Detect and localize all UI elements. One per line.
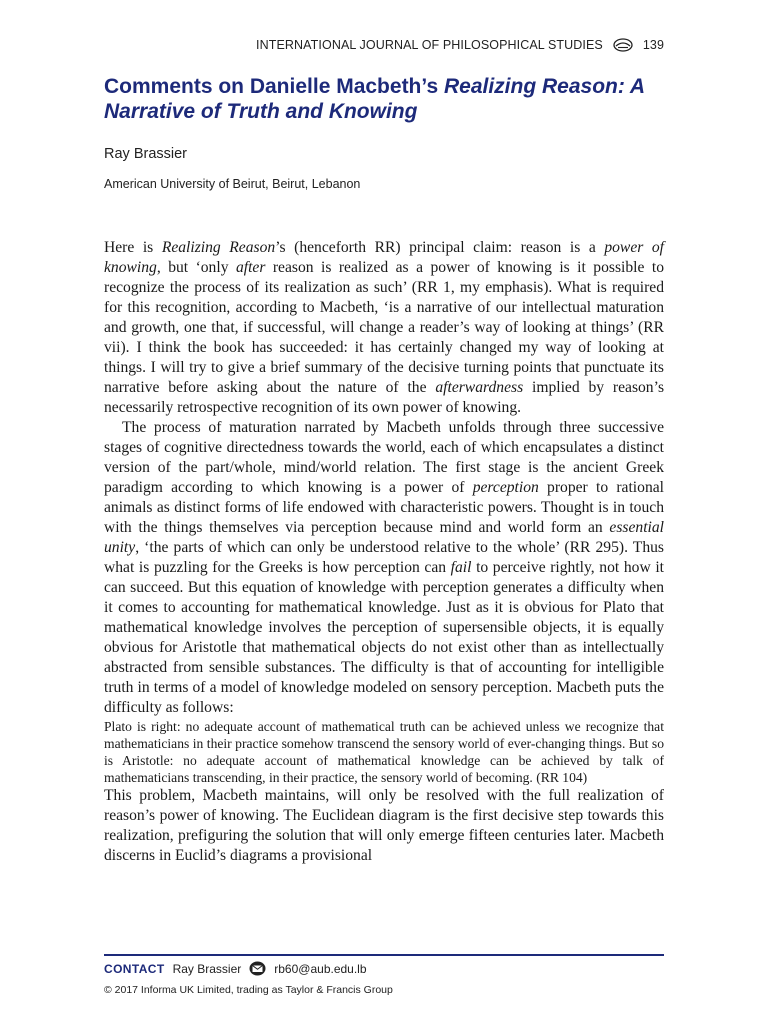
emphasis: fail — [450, 559, 472, 576]
text-run: reason is realized as a power of knowing is it possible to recognize the process of its realization as such’ (RR 1, my emphasis). What is required for this recognition, according to Macbeth, ‘is a narrative of our intellectual maturation and growth, one that, if successful, will change a reader’s way of looking at things’ (RR vii). I think the book has succeeded: it has certainly changed my way of looking at things. I will try to give a brief summary of the decisive turning points that punctuate its narrative before asking about the nature of the — [104, 259, 664, 396]
paragraph-3: This problem, Macbeth maintains, will only be resolved with the full realization of reason’s power of knowing. The Euclidean diagram is the first decisive step towards this realization, prefiguring the solution that will only emerge fifteen centuries later. Macbeth discerns in Euclid’s diagrams a provisional — [104, 787, 664, 864]
paragraph-1 — [104, 238, 664, 418]
emphasis: essential unity — [104, 519, 664, 556]
text-run: proper to rational animals as distinct forms of life endowed with characteristic powers. Thought is in touch with the things themselves via perception because mind and world form an — [104, 479, 664, 536]
text-run: to perceive rightly, not how it can succeed. But this equation of knowledge with perception generates a difficulty when it comes to accounting for mathematical knowledge. Just as it is obvious for Plato that mathematical knowledge involves the perception of supersensible objects, it is equally obvious for Aristotle that mathematical objects do not exist other than as intellectually abstracted from sensible substances. The difficulty is that of accounting for intelligible truth in terms of a model of knowledge modeled on sensory perception. Macbeth puts the difficulty as follows: — [104, 559, 664, 716]
contact-name: Ray Brassier — [172, 961, 242, 976]
block-quote: Plato is right: no adequate account of mathematical truth can be achieved unless we recognize that mathematicians in their practice somehow transcend the sensory world of ever-changing things. But so is Aristotle: no adequate account of mathematical knowledge can be achieved by talk of mathematicians transcending, in their practice, the sensory world of becoming. (RR 104) — [104, 719, 664, 785]
copyright-notice: © 2017 Informa UK Limited, trading as Taylor & Francis Group — [104, 984, 393, 996]
emphasis: power of knowing — [104, 239, 664, 276]
title-plain: Comments on Danielle Macbeth’s — [104, 75, 444, 98]
page-number: 139 — [642, 38, 664, 52]
title-italic: Realizing Reason: A Narrative of Truth and Knowing — [104, 75, 645, 123]
text-run: implied by reason’s necessarily retrospective recognition of its own power of knowing. — [104, 379, 665, 416]
text-run: Here is — [104, 239, 162, 256]
text-run: , but ‘only — [156, 259, 236, 276]
text-run: The process of maturation narrated by Macbeth unfolds through three successive stages of cognitive directedness towards the world, each of which encapsulates a distinct version of the part/whole, mind/world relation. The first stage is the ancient Greek paradigm according to which knowing is a power of — [104, 419, 664, 496]
text-run: , ‘the parts of which can only be understood relative to the whole’ (RR 295). Thus what is puzzling for the Greeks is how perception can — [104, 539, 664, 576]
emphasis: after — [235, 259, 266, 276]
author-name: Ray Brassier — [104, 146, 187, 162]
emphasis: Realizing Reason — [161, 239, 276, 256]
text-run: ’s (henceforth RR) principal claim: reason is a — [275, 239, 605, 256]
email-icon — [249, 961, 266, 976]
author-affiliation: American University of Beirut, Beirut, Lebanon — [104, 177, 361, 191]
journal-name: INTERNATIONAL JOURNAL OF PHILOSOPHICAL STUDIES — [256, 38, 603, 52]
contact-email[interactable]: rb60@aub.edu.lb — [274, 961, 367, 976]
article-title — [104, 74, 674, 124]
journal-logo-icon — [613, 38, 633, 52]
emphasis: perception — [472, 479, 539, 496]
paragraph-2 — [104, 418, 664, 718]
emphasis: afterwardness — [435, 379, 524, 396]
footer-divider — [104, 954, 664, 956]
running-head — [256, 38, 664, 52]
article-body — [104, 238, 664, 866]
contact-line — [104, 961, 367, 976]
contact-label: CONTACT — [104, 961, 165, 976]
